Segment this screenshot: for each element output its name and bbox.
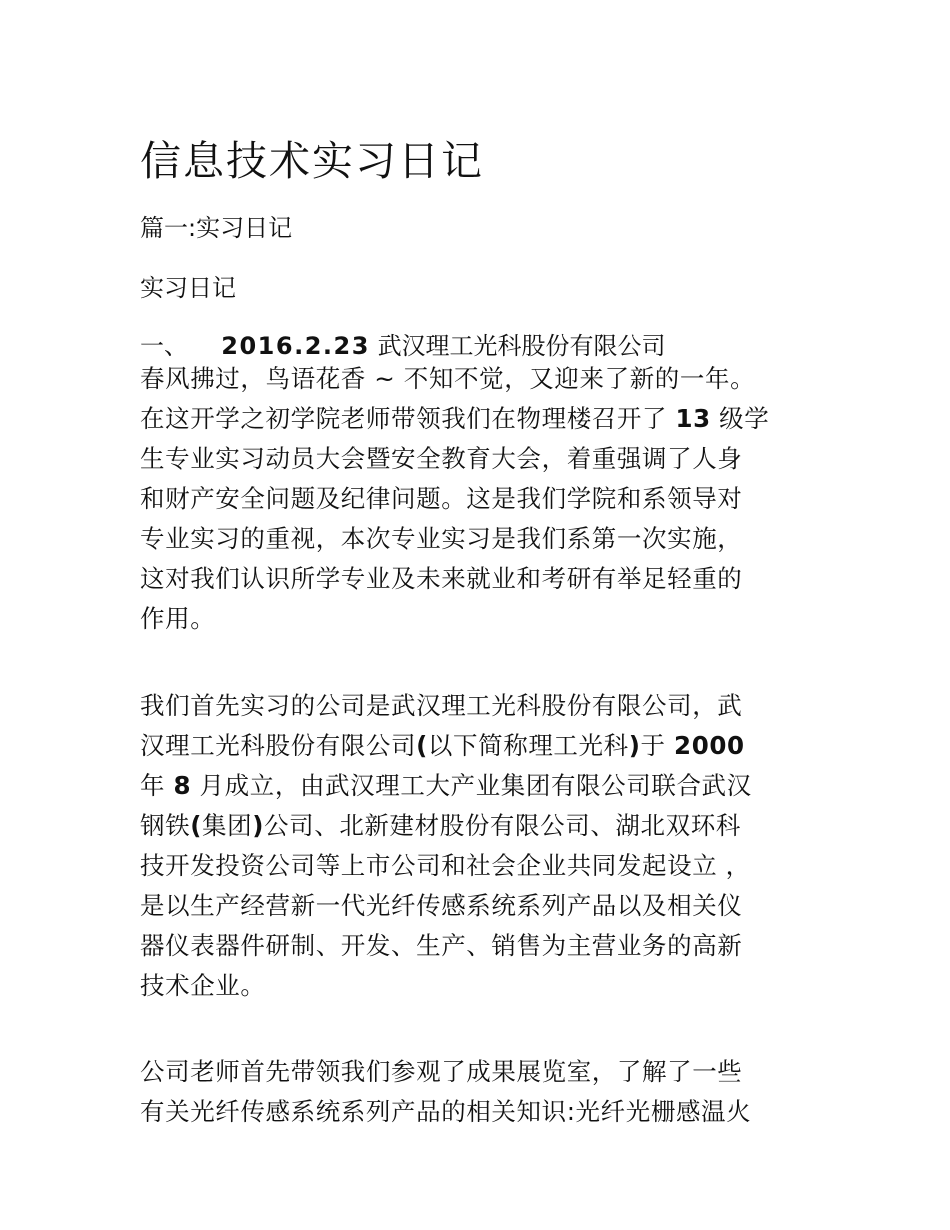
text-line [140,686,840,726]
paragraph-2 [140,686,840,1006]
text-line [140,966,840,1006]
text-segment: 以下简称理工光科 [427,731,629,760]
document-title: 信息技术实习日记 [140,137,484,185]
text-line [140,479,840,519]
text-segment: 有关光纤传感系统系列产品的相关知识:光纤光栅感温火 [140,1097,752,1126]
text-line [140,806,840,846]
text-line [140,439,840,479]
text-segment: 集团 [202,811,253,840]
text-segment: 钢铁 [140,811,191,840]
text-segment: 技开发投资公司等上市公司和社会企业共同发起设立 ， [140,851,751,880]
text-segment: 在这开学之初学院老师带领我们在物理楼召开了 [140,404,676,433]
text-segment: 春风拂过，鸟语花香 ~ 不知不觉，又迎来了新的一年。 [140,364,756,393]
text-segment: 我们首先实习的公司是武汉理工光科股份有限公司，武 [140,691,743,720]
text-line [140,359,840,399]
subtitle: 实习日记 [140,274,236,302]
text-line [140,559,840,599]
entry-company: 武汉理工光科股份有限公司 [377,332,666,360]
text-line [140,926,840,966]
text-line [140,886,840,926]
text-segment: 公司、北新建材股份有限公司、湖北双环科 [264,811,741,840]
text-segment: 公司老师首先带领我们参观了成果展览室，了解了一些 [140,1057,743,1086]
text-segment: 作用。 [140,604,216,633]
paragraph-1 [140,359,840,639]
text-line [140,766,840,806]
text-segment: ( [416,731,428,760]
section-heading: 篇一:实习日记 [140,214,293,242]
text-line [140,599,840,639]
text-segment: 8 [173,771,192,800]
text-segment: 这对我们认识所学专业及未来就业和考研有举足轻重的 [140,564,743,593]
text-line [140,1092,840,1132]
text-line [140,726,840,766]
text-segment: 是以生产经营新一代光纤传感系统系列产品以及相关仪 [140,891,743,920]
text-segment: 和财产安全问题及纪律问题。这是我们学院和系领导对 [140,484,743,513]
text-segment: 于 [640,731,675,760]
text-segment: 月成立，由武汉理工大产业集团有限公司联合武汉 [191,771,752,800]
text-segment: 2000 [674,731,745,760]
text-segment: 生专业实习动员大会暨安全教育大会，着重强调了人身 [140,444,743,473]
entry-heading [140,326,666,361]
text-segment: 汉理工光科股份有限公司 [140,731,417,760]
text-segment: 年 [140,771,174,800]
text-line [140,1052,840,1092]
text-line [140,846,840,886]
text-segment: 13 [675,404,711,433]
text-segment: 专业实习的重视，本次专业实习是我们系第一次实施， [140,524,743,553]
text-line [140,399,840,439]
entry-number: 一、 [140,332,188,360]
text-segment: ) [628,731,641,760]
text-segment: 器仪表器件研制、开发、生产、销售为主营业务的高新 [140,931,743,960]
paragraph-3 [140,1052,840,1132]
entry-date: 2016.2.23 [221,332,370,360]
text-segment: ( [190,811,203,840]
text-segment: ) [252,811,265,840]
text-segment: 技术企业。 [140,971,266,1000]
text-line [140,519,840,559]
text-segment: 级学 [710,404,770,433]
